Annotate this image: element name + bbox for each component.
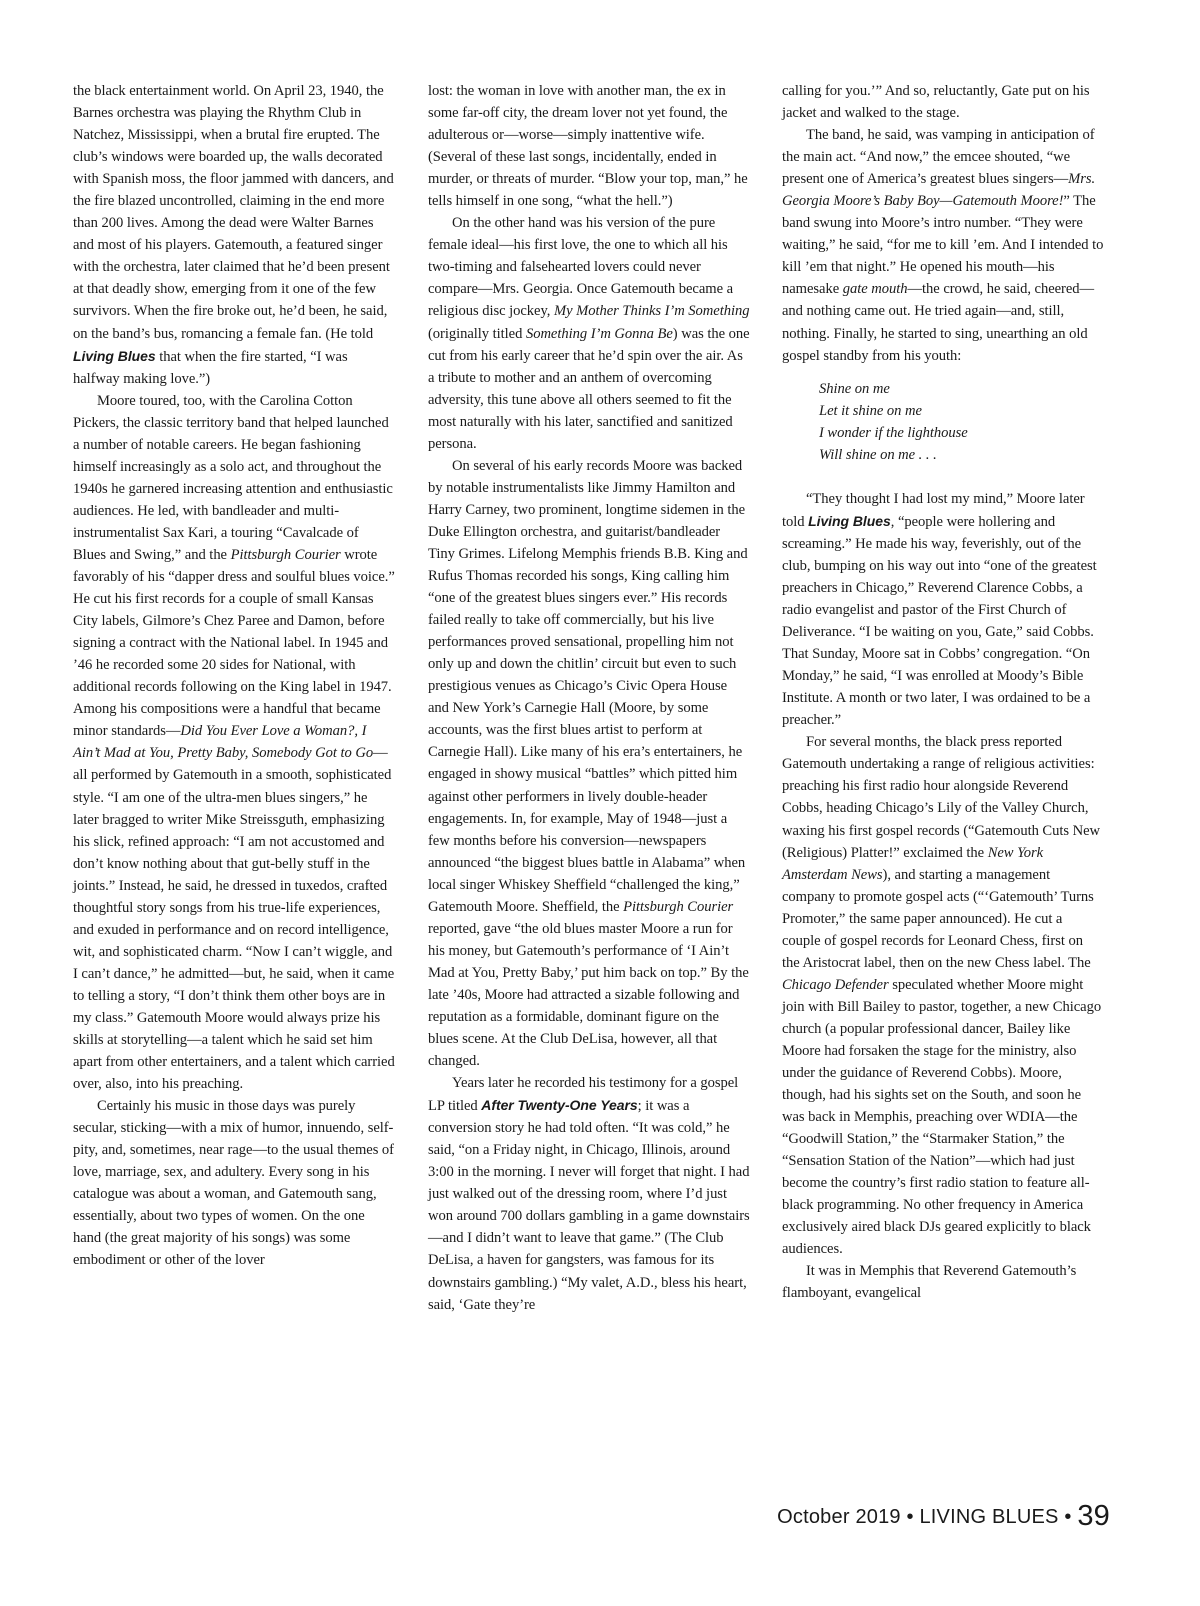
paragraph: The band, he said, was vamping in anticipation of the main act. “And now,” the emcee shouted, “we present one of America’s greatest blues singers—Mrs. Georgia Moore’s Baby Boy—Gatemouth Moore!” The band swung into Moore’s intro number. “They were waiting,” he said, “for me to kill ’em. And I intended to kill ’em that night.” He opened his mouth—his namesake gate mouth—the crowd, he said, cheered—and nothing came out. He tried again—and, still, nothing. Finally, he started to sing, unearthing an old gospel standby from his youth: bbox=[782, 127, 1104, 364]
paragraph: On the other hand was his version of the pure female ideal—his first love, the one to which all his two-timing and falsehearted lovers could never compare—Mrs. Georgia. Once Gatemouth became a religious disc jockey, My Mother Thinks I’m Something (originally titled Something I’m Gonna Be) was the one cut from his early career that he’d spin over the air. As a tribute to mother and an anthem of overcoming adversity, this tune above all others seemed to fit the most naturally with his later, sanctified and sanitized persona. bbox=[428, 215, 750, 452]
verse-line: I wonder if the lighthouse bbox=[819, 424, 968, 441]
newspaper-title: Pittsburgh Courier bbox=[623, 898, 734, 915]
column-1 bbox=[73, 80, 395, 1272]
song-titles: Did You Ever Love a Woman?, I Ain’t Mad at You, Pretty Baby, Somebody Got to Go bbox=[73, 723, 374, 762]
magazine-title: Living Blues bbox=[808, 512, 891, 529]
paragraph: “They thought I had lost my mind,” Moore later told Living Blues, “people were hollering and screaming.” He made his way, feverishly, out of the club, bumping on his way out into “one of the greatest preachers in Chicago,” Reverend Clarence Cobbs, a radio evangelist and pastor of the First Church of Deliverance. “I be waiting on you, Gate,” said Cobbs. That Sunday, Moore sat in Cobbs’ congregation. “On Monday,” he said, “I was enrolled at Moody’s Bible Institute. A month or two later, I was ordained to be a preacher.” bbox=[782, 490, 1097, 729]
paragraph: lost: the woman in love with another man, the ex in some far-off city, the dream lover not yet found, the adulterous or—worse—simply inattentive wife. (Several of these last songs, incidentally, ended in murder, or threats of murder. “Blow your top, man,” he tells himself in one song, “what the hell.”) bbox=[428, 83, 748, 210]
column-3 bbox=[782, 80, 1104, 1305]
page-number: 39 bbox=[1077, 1500, 1110, 1532]
paragraph: Certainly his music in those days was purely secular, sticking—with a mix of humor, innuendo, self-pity, and, sometimes, near rage—to the usual themes of love, marriage, sex, and adultery. Every song in his catalogue was about a woman, and Gatemouth sang, essentially, about two types of women. On the one hand (the great majority of his songs) was some embodiment or other of the lover bbox=[73, 1098, 394, 1269]
song-title: Something I’m Gonna Be bbox=[525, 325, 673, 342]
newspaper-title: Chicago Defender bbox=[782, 976, 889, 993]
paragraph: It was in Memphis that Reverend Gatemouth’s flamboyant, evangelical bbox=[782, 1263, 1077, 1302]
album-title: After Twenty-One Years bbox=[481, 1097, 638, 1114]
paragraph: Years later he recorded his testimony for a gospel LP titled After Twenty-One Years; it was a conversion story he had told often. “It was cold,” he said, “on a Friday night, in Chicago, Illinois, around 3:00 in the morning. I never will forget that night. I had just walked out of the dressing room, where I’d just won around 700 dollars gambling in a game downstairs—and I didn’t want to leave that game.” (The Club DeLisa, a haven for gangsters, was famous for its downstairs gambling.) “My valet, A.D., bless his heart, said, ‘Gate they’re bbox=[428, 1075, 750, 1313]
paragraph: For several months, the black press reported Gatemouth undertaking a range of religious activities: preaching his first radio hour alongside Reverend Cobbs, heading Chicago’s Lily of the Valley Church, waxing his first gospel records (“Gatemouth Cuts New (Religious) Platter!” exclaimed the New York Amsterdam News), and starting a management company to promote gospel acts (“‘Gatemouth’ Turns Promoter,” the same paper announced). He cut a couple of gospel records for Leonard Chess, first on the Aristocrat label, then on the new Chess label. The Chicago Defender speculated whether Moore might join with Bill Bailey to pastor, together, a new Chicago church (a popular professional dancer, Bailey like Moore had forsaken the stage for the ministry, also under the guidance of Reverend Cobbs). Moore, though, had his sights set on the South, and soon he was back in Memphis, preaching over WDIA—the “Goodwill Station,” the “Starmaker Station,” the “Sensation Station of the Nation”—which had just become the country’s first radio station to feature all-black programming. No other frequency in America exclusively aired black DJs geared explicitly to black audiences. bbox=[782, 734, 1102, 1258]
paragraph: On several of his early records Moore was backed by notable instrumentalists like Jimmy Hamilton and Harry Carney, two prominent, longtime sidemen in the Duke Ellington orchestra, and guitarist/bandleader Tiny Grimes. Lifelong Memphis friends B.B. King and Rufus Thomas recorded his songs, King calling him “one of the greatest blues singers ever.” His records failed really to take off commercially, but his live performances proved sensational, propelling him not only up and down the chitlin’ circuit but even to such prestigious venues as Chicago’s Civic Opera House and New York’s Carnegie Hall (Moore, by some accounts, was the first blues artist to perform at Carnegie Hall). Like many of his era’s entertainers, he engaged in showy musical “battles” which pitted him against other performers in lively double-header engagements. In, for example, May of 1948—just a few months before his conversion—newspapers announced “the biggest blues battle in Alabama” when local singer Whiskey Sheffield “challenged the king,” Gatemouth Moore. Sheffield, the Pittsburgh Courier reported, gave “the old blues master Moore a run for his money, but Gatemouth’s performance of ‘I Ain’t Mad at You, Pretty Baby,’ put him back on top.” By the late ’40s, Moore had attracted a sizable following and reputation as a formidable, dominant figure on the blues scene. At the Club DeLisa, however, all that changed. bbox=[428, 457, 749, 1070]
paragraph: the black entertainment world. On April 23, 1940, the Barnes orchestra was playing the Rhythm Club in Natchez, Mississippi, when a brutal fire erupted. The club’s windows were boarded up, the walls decorated with Spanish moss, the floor jammed with dancers, and the fire blazed uncontrolled, claiming in the end more than 200 lives. Among the dead were Walter Barnes and most of his players. Gatemouth, a featured singer with the orchestra, later claimed that he’d been present at that deadly show, emerging from it one of the few survivors. When the fire broke out, he’d been, he said, on the band’s bus, romancing a female fan. (He told Living Blues that when the fire started, “I was halfway making love.”) bbox=[73, 83, 394, 387]
magazine-title: Living Blues bbox=[73, 347, 156, 364]
song-title: My Mother Thinks I’m Something bbox=[553, 303, 750, 320]
paragraph: calling for you.’” And so, reluctantly, Gate put on his jacket and walked to the stage. bbox=[782, 83, 1090, 122]
verse-line: Let it shine on me bbox=[819, 402, 922, 419]
stage-introduction: Mrs. Georgia Moore’s Baby Boy—Gatemouth Moore! bbox=[782, 171, 1096, 210]
song-verse bbox=[819, 378, 1104, 466]
paragraph: Moore toured, too, with the Carolina Cotton Pickers, the classic territory band that helped launched a number of notable careers. He began fashioning himself increasingly as a solo act, and throughout the 1940s he garnered increasing attention and enthusiastic audiences. He led, with bandleader and multi-instrumentalist Sax Kari, a touring “Cavalcade of Blues and Swing,” and the Pittsburgh Courier wrote favorably of his “dapper dress and soulful blues voice.” He cut his first records for a couple of small Kansas City labels, Gilmore’s Chez Paree and Damon, before signing a contract with the National label. In 1945 and ’46 he recorded some 20 sides for National, with additional records following on the King label in 1947. Among his compositions were a handful that became minor standards—Did You Ever Love a Woman?, I Ain’t Mad at You, Pretty Baby, Somebody Got to Go—all performed by Gatemouth in a smooth, sophisticated style. “I am one of the ultra-men blues singers,” he later bragged to writer Mike Streissguth, emphasizing his slick, refined approach: “I am not accustomed and don’t know nothing about that gut-belly stuff in the joints.” Instead, he said, he dressed in tuxedos, crafted thoughtful story songs from his true-life experiences, and exuded in performance and on record intelligence, wit, and sophisticated charm. “Now I can’t wiggle, and I can’t dance,” he admitted—but, he said, when it came to telling a story, “I don’t think them other boys are in my class.” Gatemouth Moore would always prize his skills at storytelling—a talent which he said set him apart from other entertainers, and a talent which carried over, also, into his preaching. bbox=[73, 392, 395, 1093]
page-footer bbox=[777, 1500, 1110, 1533]
newspaper-title: Pittsburgh Courier bbox=[230, 546, 341, 563]
verse-line: Shine on me bbox=[819, 380, 890, 397]
column-2 bbox=[428, 80, 750, 1316]
separator: • bbox=[1064, 1506, 1072, 1528]
issue-date: October 2019 bbox=[777, 1506, 901, 1528]
nickname: gate mouth bbox=[842, 281, 908, 298]
magazine-name: LIVING BLUES bbox=[919, 1506, 1059, 1528]
newspaper-title: New York Amsterdam News bbox=[782, 844, 1044, 883]
separator: • bbox=[906, 1506, 914, 1528]
verse-line: Will shine on me . . . bbox=[819, 446, 937, 463]
